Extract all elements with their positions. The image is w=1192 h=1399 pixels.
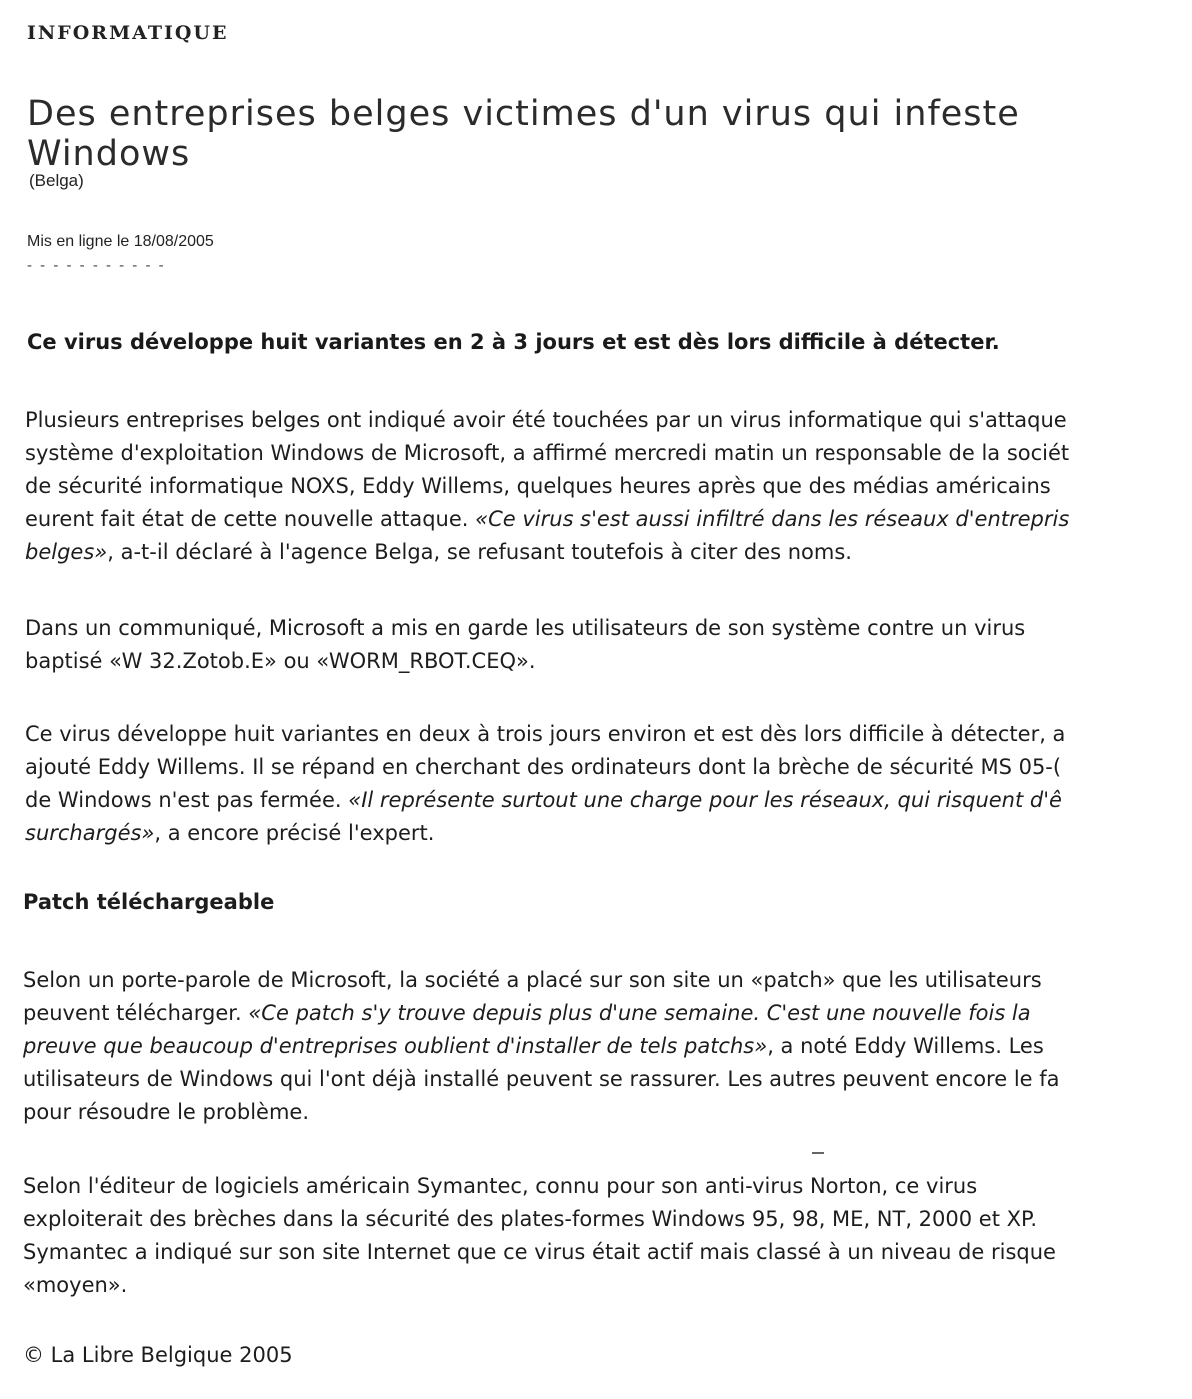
paragraph-2 — [25, 612, 1136, 678]
paragraph-line: Dans un communiqué, Microsoft a mis en garde les utilisateurs de son système contre un virus — [25, 616, 1026, 640]
quote-text: belges» — [25, 540, 108, 564]
paragraph-line: surchargés», a encore précisé l'expert. — [25, 821, 435, 845]
quote-text: preuve que beaucoup d'entreprises oublient d'installer de tels patchs» — [23, 1034, 768, 1058]
quote-text: «Il représente surtout une charge pour les réseaux, qui risquent d'ê — [348, 788, 1062, 812]
paragraph-line: preuve que beaucoup d'entreprises oublient d'installer de tels patchs», a noté Eddy Willems. Les — [23, 1034, 1044, 1058]
paragraph-line: utilisateurs de Windows qui l'ont déjà installé peuvent se rassurer. Les autres peuvent encore le fa — [23, 1067, 1060, 1091]
paragraph-line: Selon l'éditeur de logiciels américain Symantec, connu pour son anti-virus Norton, ce virus — [23, 1174, 978, 1198]
publication-date: Mis en ligne le 18/08/2005 — [27, 233, 214, 250]
paragraph-line: Symantec a indiqué sur son site Internet que ce virus était actif mais classé à un niveau de risque — [23, 1240, 1056, 1264]
quote-text: «Ce virus s'est aussi infiltré dans les réseaux d'entrepris — [475, 507, 1070, 531]
paragraph-line: Ce virus développe huit variantes en deux à trois jours environ et est dès lors difficile à détecter, a — [25, 722, 1066, 746]
paragraph-line: baptisé «W 32.Zotob.E» ou «WORM_RBOT.CEQ». — [25, 649, 536, 673]
paragraph-3 — [25, 718, 1136, 850]
paragraph-line: peuvent télécharger. «Ce patch s'y trouve depuis plus d'une semaine. C'est une nouvelle fois la — [23, 1001, 1031, 1025]
scan-speck — [812, 1152, 824, 1154]
paragraph-line: de sécurité informatique NOXS, Eddy Willems, quelques heures après que des médias américains — [25, 474, 1051, 498]
paragraph-line: belges», a-t-il déclaré à l'agence Belga, se refusant toutefois à citer des noms. — [25, 540, 852, 564]
article-headline: Des entreprises belges victimes d'un virus qui infeste Windows — [27, 94, 1020, 174]
paragraph-line: système d'exploitation Windows de Microsoft, a affirmé mercredi matin un responsable de la sociét — [25, 441, 1070, 465]
paragraph-line: de Windows n'est pas fermée. «Il représente surtout une charge pour les réseaux, qui risquent d'ê — [25, 788, 1062, 812]
article-source: (Belga) — [29, 171, 84, 190]
paragraph-line: «moyen». — [23, 1273, 128, 1297]
quote-text: surchargés» — [25, 821, 155, 845]
section-subheading: Patch téléchargeable — [23, 890, 275, 914]
paragraph-line: Selon un porte-parole de Microsoft, la société a placé sur son site un «patch» que les utilisateurs — [23, 968, 1042, 992]
section-label: INFORMATIQUE — [27, 22, 229, 44]
paragraph-line: pour résoudre le problème. — [23, 1100, 310, 1124]
dashed-separator: - - - - - - - - - - - — [27, 257, 166, 274]
paragraph-line: Plusieurs entreprises belges ont indiqué avoir été touchées par un virus informatique qui s'attaque — [25, 408, 1067, 432]
quote-text: «Ce patch s'y trouve depuis plus d'une semaine. C'est une nouvelle fois la — [248, 1001, 1031, 1025]
paragraph-4 — [23, 964, 1134, 1129]
paragraph-line: exploiterait des brèches dans la sécurité des plates-formes Windows 95, 98, ME, NT, 2000 et XP. — [23, 1207, 1038, 1231]
paragraph-line: ajouté Eddy Willems. Il se répand en cherchant des ordinateurs dont la brèche de sécurité MS 05-( — [25, 755, 1062, 779]
copyright-notice: © La Libre Belgique 2005 — [23, 1343, 293, 1367]
article-lead: Ce virus développe huit variantes en 2 à 3 jours et est dès lors difficile à détecter. — [27, 330, 1000, 354]
paragraph-line: eurent fait état de cette nouvelle attaque. «Ce virus s'est aussi infiltré dans les réseaux d'entrepris — [25, 507, 1070, 531]
paragraph-5 — [23, 1170, 1134, 1302]
paragraph-1 — [25, 404, 1136, 569]
